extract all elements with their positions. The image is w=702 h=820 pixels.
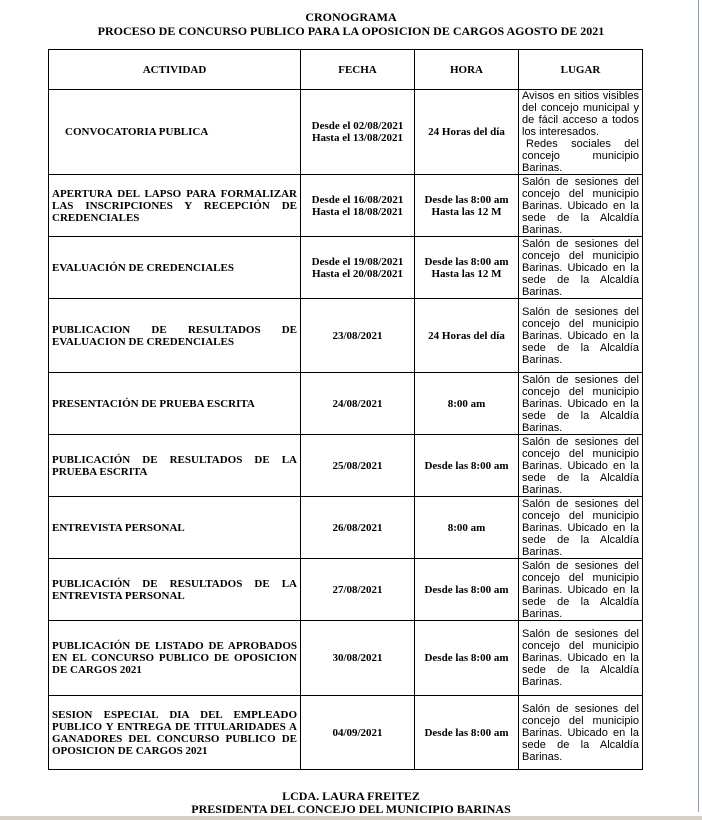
cell-lugar [519,497,643,559]
table-row [49,696,643,770]
cell-hora [415,559,519,621]
signer-position: PRESIDENTA DEL CONCEJO DEL MUNICIPIO BARINAS [191,802,511,816]
table-row [49,621,643,696]
window-bottom-bar [0,816,702,820]
cell-fecha-line: Desde el 16/08/2021 [311,193,404,206]
schedule-table [48,49,643,770]
table-header-row [49,50,643,90]
cell-hora-line: 8:00 am [447,521,486,534]
cell-hora [415,237,519,299]
cell-fecha [301,621,415,696]
cell-hora-line: Desde las 8:00 am [424,459,509,472]
cell-lugar-line: Salón de sesiones del concejo del municipio Barinas. Ubicado en la sede de la Alcaldía Barinas. [522,497,639,558]
table-row [49,435,643,497]
cell-fecha [301,299,415,373]
cell-lugar [519,559,643,621]
cell-hora-line: Hasta las 12 M [431,267,502,280]
cell-lugar-line: Redes sociales del concejo municipio Barinas. [522,138,639,174]
cell-hora-line: Desde las 8:00 am [424,583,509,596]
cell-fecha-line: 24/08/2021 [332,397,383,410]
cell-fecha-line: 27/08/2021 [332,583,383,596]
cell-actividad: CONVOCATORIA PUBLICA [49,90,301,175]
cell-hora-line: Desde las 8:00 am [424,726,509,739]
document-title: CRONOGRAMA [305,10,397,24]
schedule-body [49,90,643,770]
cell-hora-line: Desde las 8:00 am [424,193,509,206]
table-row [49,237,643,299]
cell-hora-line: Desde las 8:00 am [424,255,509,268]
cell-actividad: APERTURA DEL LAPSO PARA FORMALIZAR LAS INSCRIPCIONES Y RECEPCIÓN DE CREDENCIALES [49,175,301,237]
cell-fecha-line: 26/08/2021 [332,521,383,534]
cell-actividad: EVALUACIÓN DE CREDENCIALES [49,237,301,299]
cell-lugar-line: Salón de sesiones del concejo del municipio Barinas. Ubicado en la sede de la Alcaldía Barinas. [522,435,639,496]
signature-block [0,790,702,816]
table-row [49,175,643,237]
cell-lugar-line: Salón de sesiones del concejo del municipio Barinas. Ubicado en la sede de la Alcaldía Barinas. [522,559,639,620]
document-subtitle: PROCESO DE CONCURSO PUBLICO PARA LA OPOSICION DE CARGOS AGOSTO DE 2021 [97,24,605,38]
column-header-hora: HORA [415,50,519,90]
cell-fecha-line: Desde el 02/08/2021 [311,120,404,132]
cell-hora [415,696,519,770]
cell-lugar-line: Salón de sesiones del concejo del municipio Barinas. Ubicado en la sede de la Alcaldía Barinas. [522,305,639,366]
cell-fecha-line: Hasta el 18/08/2021 [311,205,404,218]
cell-fecha-line: Hasta el 20/08/2021 [311,267,404,280]
table-row [49,90,643,175]
cell-hora [415,175,519,237]
cell-lugar [519,237,643,299]
cell-lugar-line: Avisos en sitios visibles del concejo municipal y de fácil acceso a todos los interesados. [522,90,639,138]
document-header [0,10,702,38]
cell-hora [415,299,519,373]
cell-lugar [519,435,643,497]
signer-name: LCDA. LAURA FREITEZ [282,789,420,803]
cell-actividad: ENTREVISTA PERSONAL [49,497,301,559]
cell-fecha-line: 23/08/2021 [332,329,383,342]
cell-lugar [519,621,643,696]
cell-hora [415,435,519,497]
table-row [49,559,643,621]
cell-actividad: SESION ESPECIAL DIA DEL EMPLEADO PUBLICO Y ENTREGA DE TITULARIDADES A GANADORES DEL CONCURSO PUBLICO DE OPOSICION DE CARGOS 2021 [49,696,301,770]
cell-lugar [519,696,643,770]
cell-hora-line: 8:00 am [447,397,486,410]
cell-lugar [519,175,643,237]
cell-fecha [301,175,415,237]
cell-actividad: PUBLICACION DE RESULTADOS DE EVALUACION DE CREDENCIALES [49,299,301,373]
cell-fecha-line: 04/09/2021 [332,726,383,739]
cell-actividad: PRESENTACIÓN DE PRUEBA ESCRITA [49,373,301,435]
cell-fecha-line: 25/08/2021 [332,459,383,472]
cell-fecha [301,237,415,299]
column-header-lugar: LUGAR [519,50,643,90]
cell-hora-line: Hasta las 12 M [431,205,502,218]
cell-fecha [301,696,415,770]
window-right-border [698,0,699,812]
cell-hora-line: Desde las 8:00 am [424,652,509,664]
cell-lugar-line: Salón de sesiones del concejo del municipio Barinas. Ubicado en la sede de la Alcaldía Barinas. [522,175,639,236]
cell-lugar-line: Salón de sesiones del concejo del municipio Barinas. Ubicado en la sede de la Alcaldía Barinas. [522,237,639,298]
cell-hora [415,90,519,175]
cell-actividad: PUBLICACIÓN DE RESULTADOS DE LA PRUEBA ESCRITA [49,435,301,497]
cell-lugar-line: Salón de sesiones del concejo del municipio Barinas. Ubicado en la sede de la Alcaldía Barinas. [522,628,639,688]
cell-fecha-line: Desde el 19/08/2021 [311,255,404,268]
cell-hora [415,373,519,435]
cell-actividad: PUBLICACIÓN DE LISTADO DE APROBADOS EN EL CONCURSO PUBLICO DE OPOSICION DE CARGOS 2021 [49,621,301,696]
cell-fecha [301,90,415,175]
cell-fecha-line: 30/08/2021 [332,652,383,664]
cell-fecha [301,435,415,497]
table-row [49,497,643,559]
cell-hora-line: 24 Horas del día [428,329,505,342]
cell-hora-line: 24 Horas del día [428,126,505,138]
table-row [49,299,643,373]
table-row [49,373,643,435]
cell-hora [415,497,519,559]
cell-fecha [301,497,415,559]
column-header-fecha: FECHA [301,50,415,90]
cell-lugar-line: Salón de sesiones del concejo del municipio Barinas. Ubicado en la sede de la Alcaldía Barinas. [522,373,639,434]
cell-actividad: PUBLICACIÓN DE RESULTADOS DE LA ENTREVISTA PERSONAL [49,559,301,621]
cell-lugar-line: Salón de sesiones del concejo del municipio Barinas. Ubicado en la sede de la Alcaldía Barinas. [522,702,639,763]
cell-lugar [519,373,643,435]
cell-fecha-line: Hasta el 13/08/2021 [311,132,404,144]
column-header-actividad: ACTIVIDAD [49,50,301,90]
cell-hora [415,621,519,696]
cell-fecha [301,559,415,621]
cell-fecha [301,373,415,435]
cell-lugar [519,299,643,373]
cell-lugar [519,90,643,175]
